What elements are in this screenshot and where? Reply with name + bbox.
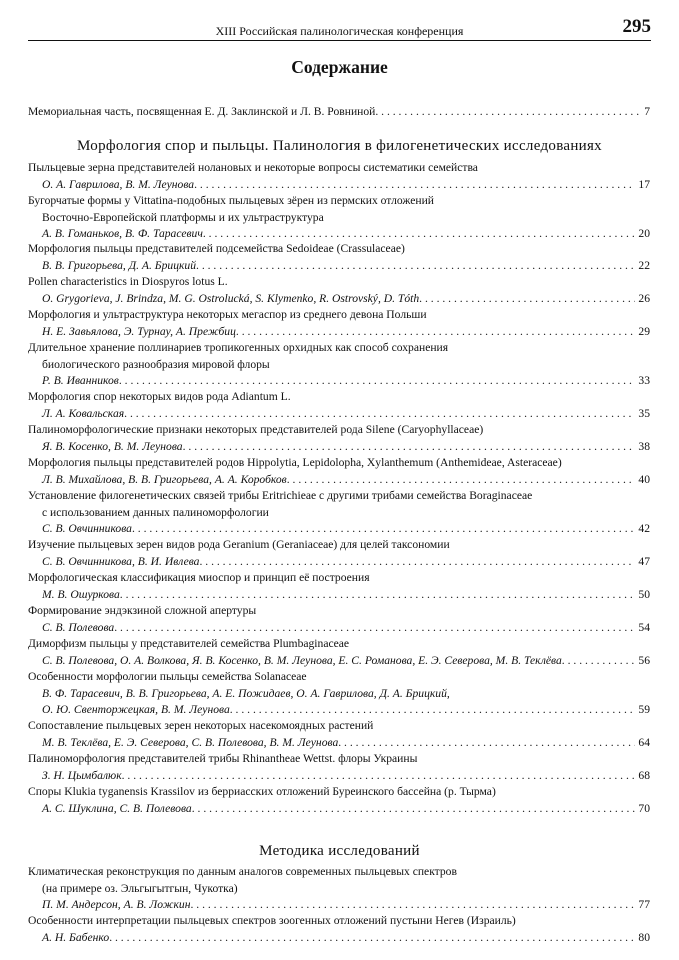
dot-leader (190, 897, 635, 914)
entry-authors-row (28, 439, 650, 456)
entry-authors-row (28, 291, 650, 308)
toc-entry[interactable] (28, 307, 650, 340)
toc-entry[interactable] (28, 340, 650, 390)
entry-page: 59 (638, 703, 650, 716)
entry-title-line: Восточно-Европейской платформы и их ультраструктура (42, 210, 324, 224)
dot-leader (338, 735, 635, 752)
toc-entry[interactable] (28, 864, 650, 914)
toc-entry[interactable] (28, 636, 650, 669)
toc-entry[interactable] (28, 570, 650, 603)
entry-page: 17 (638, 177, 650, 191)
entry-authors-row (28, 930, 650, 947)
entry-title-line: с использованием данных палиноморфологии (42, 505, 269, 519)
entry-authors: С. В. Полевова (42, 620, 115, 634)
entry-title-line: биологического разнообразия мировой флоры (42, 357, 270, 371)
entry-title-line: (на примере оз. Эльгыгытгын, Чукотка) (42, 881, 238, 895)
section-heading-methods: Методика исследований (259, 843, 420, 859)
entry-page: 47 (638, 554, 650, 568)
entry-page: 64 (638, 735, 650, 749)
running-title: XIII Российская палинологическая конференция (215, 24, 464, 38)
entry-authors: П. М. Андерсон, А. В. Ложкин (42, 898, 191, 911)
entry-authors: С. В. Овчинникова, В. И. Ивлева (42, 554, 200, 568)
toc-entry[interactable] (28, 603, 650, 636)
entry-authors: Л. А. Ковальская (42, 406, 125, 420)
entry-authors-row (28, 897, 650, 914)
dot-leader (194, 177, 635, 194)
entry-title-line: Установление филогенетических связей трибы Eritrichieae с другими трибами семейства Boraginaceae (28, 489, 533, 502)
entry-authors-row (28, 653, 650, 670)
dot-leader (196, 258, 635, 275)
toc-entry[interactable] (28, 422, 650, 455)
entry-page: 40 (638, 472, 650, 486)
entry-authors-row (28, 406, 650, 423)
entry-page: 70 (638, 801, 650, 815)
dot-leader (109, 930, 635, 947)
entry-authors: З. Н. Цымбалюк (42, 768, 122, 782)
entry-authors: Н. Е. Завьялова, Э. Турнау, А. Прежбиц (42, 324, 236, 338)
page-title: Содержание (291, 57, 388, 77)
entry-page: 22 (638, 258, 650, 272)
entry-page: 68 (638, 768, 650, 782)
entry-title-line: Морфология пыльцы представителей родов Hippolytia, Lepidolopha, Xylanthemum (Anthemideae, Asteraceae) (28, 456, 562, 469)
toc-entry-memorial[interactable] (28, 104, 650, 121)
entry-authors: В. В. Григорьева, Д. А. Брицкий (42, 258, 197, 272)
dot-leader (287, 472, 636, 489)
toc-entry[interactable] (28, 751, 650, 784)
dot-leader (183, 439, 636, 456)
toc-entry[interactable] (28, 455, 650, 488)
entry-title-line: Палиноморфологические признаки некоторых представителей рода Silene (Caryophyllaceae) (28, 423, 484, 436)
entry-title-line: Морфологическая классификация миоспор и принцип её построения (28, 571, 370, 584)
entry-title-line: Палиноморфология представителей трибы Rhinantheae Wettst. флоры Украины (28, 752, 418, 765)
entry-authors-row (28, 735, 650, 752)
entry-page: 26 (638, 291, 650, 305)
entry-authors: Р. В. Иванников (42, 374, 119, 387)
entry-authors-row (28, 177, 650, 194)
dot-leader (562, 653, 636, 670)
dot-leader (124, 406, 635, 423)
entry-page: 42 (638, 522, 650, 535)
entry-title-line: Климатическая реконструкция по данным аналогов современных пыльцевых спектров (28, 865, 457, 878)
entry-title-line: Морфология спор некоторых видов рода Adiantum L. (28, 390, 291, 403)
entry-page: 80 (638, 930, 650, 944)
dot-leader (419, 291, 635, 308)
entry-page: 7 (644, 105, 650, 118)
entry-authors-row (28, 702, 650, 719)
entry-page: 54 (638, 620, 650, 634)
entry-authors: М. В. Теклёва, Е. Э. Северова, С. В. Полевова, В. М. Леунова (42, 735, 339, 749)
entry-authors-row (28, 587, 650, 604)
entry-title-line: Изучение пыльцевых зерен видов рода Geranium (Geraniaceae) для целей таксономии (28, 538, 450, 551)
entry-authors-row (28, 472, 650, 489)
entry-title-line: Особенности интерпретации пыльцевых спектров зоогенных отложений пустыни Негев (Израиль) (28, 914, 516, 927)
dot-leader (192, 801, 636, 818)
toc-entry-leader-line (28, 104, 650, 121)
running-header (28, 14, 651, 41)
entry-title-line: Pollen characteristics in Diospyros lotus L. (28, 275, 228, 288)
dot-leader (132, 521, 635, 538)
entry-authors: А. С. Шуклина, С. В. Полевова (42, 801, 192, 815)
entry-authors: Л. В. Михайлова, В. В. Григорьева, А. А. Коробков (42, 472, 287, 486)
toc-entry[interactable] (28, 718, 650, 751)
toc-entry[interactable] (28, 160, 650, 193)
entry-title-line: Морфология и ультраструктура некоторых мегаспор из среднего девона Польши (28, 308, 427, 321)
toc-entry[interactable] (28, 669, 650, 719)
entry-page: 77 (638, 898, 650, 911)
entry-authors-row (28, 801, 650, 818)
toc-entry[interactable] (28, 913, 650, 946)
section-heading-morphology: Морфология спор и пыльцы. Палинология в филогенетических исследованиях (77, 138, 602, 154)
dot-leader (375, 104, 641, 121)
entry-page: 50 (638, 587, 650, 601)
entry-title-line: Диморфизм пыльцы у представителей семейства Plumbaginaceae (28, 637, 350, 650)
entry-title: Мемориальная часть, посвященная Е. Д. Заклинской и Л. В. Ровниной (28, 105, 376, 118)
entry-title-line: Длительное хранение поллинариев тропикогенных орхидных как способ сохранения (28, 341, 449, 354)
entry-authors: O. Grygorieva, J. Brindza, M. G. Ostrolucká, S. Klymenko, R. Ostrovský, D. Tóth (42, 291, 420, 305)
entry-title-line: Споры Klukia tyganensis Krassilov из берриасских отложений Буреинского бассейна (р. Тырма) (28, 785, 496, 798)
entry-page: 33 (638, 374, 650, 387)
entry-authors: А. В. Гоманьков, В. Ф. Тарасевич (42, 227, 203, 240)
entry-authors-row (28, 620, 650, 637)
toc-entry[interactable] (28, 488, 650, 538)
entry-title-line: Бугорчатые формы у Vittatina-подобных пыльцевых зёрен из пермских отложений (28, 194, 434, 207)
entry-page: 20 (638, 227, 650, 240)
entry-authors: М. В. Ошуркова (42, 587, 120, 601)
entry-title-line: Пыльцевые зерна представителей нолановых и некоторые вопросы систематики семейства (28, 161, 478, 174)
entry-page: 56 (638, 653, 650, 667)
entry-authors-line: В. Ф. Тарасевич, В. В. Григорьева, А. Е. Пожидаев, О. А. Гаврилова, Д. А. Брицкий, (42, 686, 450, 700)
dot-leader (230, 702, 636, 719)
page-number: 295 (622, 16, 651, 37)
entry-authors: А. Н. Бабенко (42, 930, 110, 944)
toc-entry[interactable] (28, 241, 650, 274)
entry-title-line: Формирование эндэкзиной сложной апертуры (28, 604, 257, 617)
entry-title-line: Сопоставление пыльцевых зерен некоторых насекомоядных растений (28, 719, 374, 732)
toc-entry[interactable] (28, 193, 650, 243)
dot-leader (236, 324, 636, 341)
entry-authors: О. А. Гаврилова, В. М. Леунова (42, 177, 195, 191)
entry-authors-row (28, 324, 650, 341)
entry-authors-row (28, 258, 650, 275)
entry-page: 38 (638, 439, 650, 453)
entry-authors-row (28, 768, 650, 785)
entry-authors: С. В. Полевова, О. А. Волкова, Я. В. Косенко, В. М. Леунова, Е. С. Романова, Е. Э. Северова, М. В. Теклёва (42, 653, 562, 667)
entry-title-line: Морфология пыльцы представителей подсемейства Sedoideae (Crassulaceae) (28, 242, 405, 255)
toc-entry[interactable] (28, 784, 650, 817)
entry-page: 35 (638, 406, 650, 420)
entry-authors: С. В. Овчинникова (42, 522, 132, 535)
entry-authors-row (28, 373, 650, 390)
dot-leader (119, 373, 636, 390)
toc-entry[interactable] (28, 274, 650, 307)
entry-authors: О. Ю. Свенторжецкая, В. М. Леунова (42, 703, 230, 716)
dot-leader (120, 587, 636, 604)
entry-authors-row (28, 554, 650, 571)
dot-leader (122, 768, 636, 785)
dot-leader (199, 554, 635, 571)
entry-page: 29 (638, 324, 650, 338)
toc-entry[interactable] (28, 389, 650, 422)
entry-authors-row (28, 521, 650, 538)
entry-authors: Я. В. Косенко, В. М. Леунова (42, 439, 183, 453)
toc-entry[interactable] (28, 537, 650, 570)
dot-leader (114, 620, 635, 637)
entry-title-line: Особенности морфологии пыльцы семейства Solanaceae (28, 670, 307, 683)
